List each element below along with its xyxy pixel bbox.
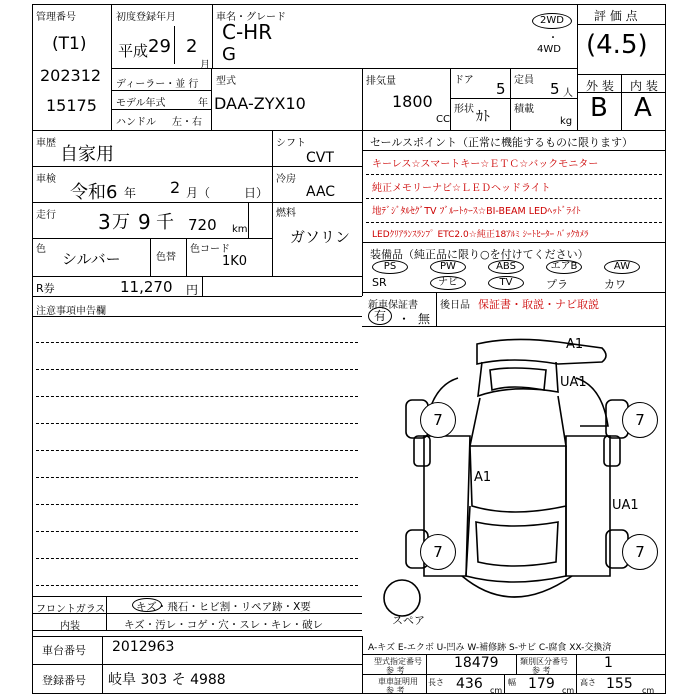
era: 平成 — [118, 42, 149, 60]
first-reg-label: 初度登録年月 — [116, 12, 176, 23]
reg-year: 29 — [148, 36, 171, 57]
divider — [362, 674, 666, 675]
divider — [576, 654, 577, 674]
divider — [510, 98, 511, 130]
mgmt-code: (T1) — [52, 34, 87, 54]
interior-label: 内 装 — [630, 79, 658, 93]
car-name-label: 車名・グレード — [216, 12, 286, 23]
history: 自家用 — [60, 144, 114, 165]
cm-unit: cm — [562, 686, 575, 695]
shape-label: 形状 — [454, 104, 474, 115]
divider — [212, 4, 213, 68]
damage-mark: UA1 — [612, 498, 639, 513]
divider — [150, 238, 151, 276]
divider — [362, 636, 363, 694]
damage-circle: 7 — [420, 534, 456, 570]
car-rear-window — [476, 522, 558, 566]
sales-label: セールスポイント（正常に機能するものに限ります） — [370, 136, 634, 149]
notes-line — [36, 423, 358, 424]
divider — [450, 98, 577, 99]
interior-cond-values: キズ・汚レ・コゲ・穴・スレ・キレ・破レ — [124, 619, 324, 631]
divider — [32, 130, 666, 131]
notes-line — [36, 504, 358, 505]
divider — [621, 74, 622, 130]
model-year-unit: 年 — [198, 98, 208, 109]
car-front-hood — [478, 362, 558, 396]
divider — [32, 202, 362, 203]
capacity-label: 定員 — [514, 75, 534, 86]
cc-unit: CC — [436, 114, 450, 125]
divider — [32, 636, 362, 637]
divider — [362, 150, 666, 151]
divider — [366, 222, 662, 223]
color-code: 1K0 — [222, 254, 248, 269]
divider — [362, 654, 666, 655]
glass-label: フロントガラス — [36, 604, 106, 615]
divider — [450, 68, 451, 130]
length-label: 長さ — [428, 678, 444, 687]
height: 155 — [606, 676, 633, 692]
divider — [516, 654, 517, 674]
mgmt-no: 202312 — [40, 66, 102, 85]
sales-line: キーレス☆スマートキー☆ＥＴＣ☆バックモニター — [372, 159, 599, 170]
divider — [211, 68, 212, 130]
mileage-man: 3 — [98, 210, 111, 234]
sales-line: LEDｸﾘｱﾗﾝｽﾗﾝﾌﾟ ETC2.0☆純正18ｱﾙﾐ ｼｰﾄﾋｰﾀｰ ﾊﾞｯｸｶﾒﾗ — [372, 230, 589, 240]
class-label: 類別区分番号 — [520, 657, 568, 666]
divider — [272, 130, 273, 276]
divider — [102, 636, 103, 694]
car-front-outline — [477, 339, 606, 364]
drive-2wd-circled: 2WD — [532, 13, 572, 29]
divider — [32, 296, 362, 297]
width-label: 幅 — [508, 678, 516, 687]
displacement-label: 排気量 — [366, 76, 396, 87]
yen-unit: 円 — [186, 283, 199, 297]
grade: G — [222, 44, 236, 65]
type-label: 型式指定番号 — [374, 657, 422, 666]
divider — [504, 674, 505, 694]
car-right-mirror — [604, 436, 620, 466]
mileage-sen: 9 — [138, 210, 151, 234]
insp-year-unit: 年 — [124, 186, 137, 200]
equipment-item: SR — [372, 276, 387, 289]
mileage-rest: 720 — [188, 216, 217, 234]
divider — [436, 292, 437, 326]
divider — [32, 613, 362, 614]
registration-value: 岐阜 303 そ 4988 — [108, 672, 226, 688]
equipment-item: ABS — [488, 260, 524, 274]
interior-grade: A — [634, 93, 652, 123]
divider — [366, 198, 662, 199]
car-diagram — [362, 326, 666, 636]
divider — [32, 238, 272, 239]
divider — [362, 292, 666, 293]
insp-month: 2 — [170, 178, 181, 197]
divider — [111, 109, 211, 110]
divider — [32, 630, 362, 631]
inspection-label: 車検 — [36, 174, 56, 185]
eval-label: 評 価 点 — [594, 9, 638, 23]
notes-line — [36, 477, 358, 478]
sales-line: 地ﾃﾞｼﾞﾀﾙｾｸﾞTV ﾌﾞﾙｰﾄｩｰｽ☆BI-BEAM LEDﾍｯﾄﾞﾗｲﾄ — [372, 206, 581, 217]
divider — [248, 202, 249, 238]
divider — [362, 130, 363, 296]
history-label: 車歴 — [36, 138, 56, 149]
damage-circle: 7 — [622, 402, 658, 438]
notes-line — [36, 342, 358, 343]
notes-line — [36, 531, 358, 532]
handle-label: ハンドル — [116, 117, 156, 128]
divider — [32, 316, 362, 317]
divider — [366, 174, 662, 175]
ac-label: 冷房 — [276, 174, 296, 185]
fuel: ガソリン — [290, 228, 351, 246]
registration-label: 登録番号 — [42, 674, 86, 687]
divider — [111, 4, 112, 130]
insp-day-unit: 日） — [244, 186, 269, 200]
capacity: 5 — [550, 80, 560, 98]
car-cabin — [470, 396, 566, 446]
notes-line — [36, 369, 358, 370]
equipment-item: ナビ — [430, 276, 466, 290]
equipment-label: 装備品（純正品に限り○を付けてください） — [370, 248, 589, 261]
divider — [576, 674, 577, 694]
equipment-item: カワ — [604, 278, 626, 291]
car-name: C-HR — [222, 20, 273, 44]
insp-month-unit: 月（ — [186, 186, 211, 200]
door-label: ドア — [454, 75, 474, 86]
ref-label: 参 考 — [532, 666, 551, 675]
sales-line: 純正メモリーナビ☆ＬＥＤヘッドライト — [372, 183, 551, 194]
damage-mark: A1 — [566, 337, 584, 352]
insp-era: 令和6 — [70, 182, 118, 203]
cm-unit: cm — [490, 686, 503, 695]
divider — [32, 166, 362, 167]
interior-cond-label: 内装 — [60, 621, 80, 632]
type-no: 18479 — [454, 655, 499, 671]
damage-circle: 7 — [420, 402, 456, 438]
ac: AAC — [306, 184, 336, 200]
divider — [202, 276, 203, 296]
drive-dot: ・ — [548, 33, 558, 44]
equipment-item: AW — [604, 260, 640, 274]
shift-label: シフト — [276, 138, 306, 149]
eval-score: (4.5) — [586, 30, 648, 60]
km-unit: km — [232, 224, 248, 235]
warranty-no: 無 — [418, 312, 431, 326]
reg-month: 2 — [186, 36, 198, 57]
notes-label: 注意事項申告欄 — [36, 306, 106, 317]
shape: ｶﾄ — [476, 109, 490, 125]
notes-line — [36, 558, 358, 559]
exterior-label: 外 装 — [586, 79, 614, 93]
man-unit: 万 — [112, 212, 130, 233]
car-windshield — [490, 368, 546, 390]
cert-label: 車車証明用 — [378, 677, 418, 686]
divider — [577, 24, 666, 25]
drive-4wd: 4WD — [537, 44, 561, 55]
notes-line — [36, 396, 358, 397]
divider — [111, 68, 577, 69]
divider — [32, 276, 362, 277]
notes-line — [36, 585, 358, 586]
shift: CVT — [306, 150, 334, 166]
fuel-label: 燃料 — [276, 208, 296, 219]
height-label: 高さ — [580, 678, 596, 687]
glass-values: キズ・飛石・ヒビ割・リペア跡・X要 — [136, 601, 311, 613]
divider — [186, 238, 187, 276]
divider — [32, 596, 362, 597]
mgmt-no-label: 管理番号 — [36, 12, 76, 23]
divider — [362, 68, 363, 130]
after-value: 保証書・取説・ナビ取説 — [478, 298, 599, 311]
sen-unit: 千 — [156, 212, 174, 233]
damage-mark: A1 — [474, 470, 492, 485]
car-left-mirror — [414, 436, 430, 466]
damage-circle: 7 — [622, 534, 658, 570]
damage-legend: A-キズ E-エクボ U-凹み W-補修跡 S-サビ C-腐食 XX-交換済 — [368, 643, 612, 653]
width: 179 — [528, 676, 555, 692]
divider — [510, 68, 511, 98]
recycle-label: R券 — [36, 282, 55, 295]
after-label: 後日品 — [440, 300, 470, 311]
color-code-label: 色コード — [190, 244, 230, 255]
equipment-item: プラ — [546, 278, 568, 291]
mileage-label: 走行 — [36, 210, 56, 221]
equipment-item: エアB — [546, 260, 582, 274]
model: DAA-ZYX10 — [214, 94, 306, 113]
length: 436 — [456, 676, 483, 692]
cm-unit: cm — [642, 686, 655, 695]
notes-line — [36, 450, 358, 451]
displacement: 1800 — [392, 92, 433, 111]
capacity-unit: 人 — [563, 88, 573, 99]
dealer-label: ディーラー・並 行 — [116, 79, 199, 90]
equipment-item: PW — [430, 260, 466, 274]
load-label: 積載 — [514, 104, 534, 115]
warranty-sep: ・ — [398, 312, 411, 326]
class-no: 1 — [604, 655, 613, 671]
frame-label: 車台番号 — [42, 644, 86, 657]
mgmt-sub: 15175 — [46, 96, 97, 115]
handle-value: 左・右 — [172, 117, 202, 128]
divider — [111, 90, 211, 91]
color-label: 色 — [36, 244, 46, 255]
color: シルバー — [62, 250, 121, 268]
ref-label: 参 考 — [386, 686, 405, 695]
damage-mark: UA1 — [560, 375, 587, 390]
exterior-grade: B — [590, 93, 608, 123]
model-year-label: モデル年式 — [116, 98, 166, 109]
warranty-label: 新車保証書 — [368, 300, 418, 311]
recycle: 11,270 — [120, 278, 173, 296]
divider — [577, 4, 578, 130]
month-unit: 月 — [200, 60, 210, 71]
equipment-item: TV — [488, 276, 524, 290]
spare-label: スペア — [392, 614, 425, 627]
divider — [362, 242, 666, 243]
divider — [32, 664, 362, 665]
spare-tire-icon — [384, 580, 420, 616]
ref-label: 参 考 — [386, 666, 405, 675]
equipment-item: PS — [372, 260, 408, 274]
color-change-label: 色替 — [156, 252, 176, 263]
model-label: 型式 — [216, 76, 236, 87]
divider — [174, 26, 175, 64]
warranty-yes-circled: 有 — [368, 307, 392, 325]
kg-unit: kg — [560, 116, 573, 127]
car-rear-outline — [466, 506, 566, 582]
doors: 5 — [496, 80, 506, 98]
frame-value: 2012963 — [112, 639, 175, 655]
